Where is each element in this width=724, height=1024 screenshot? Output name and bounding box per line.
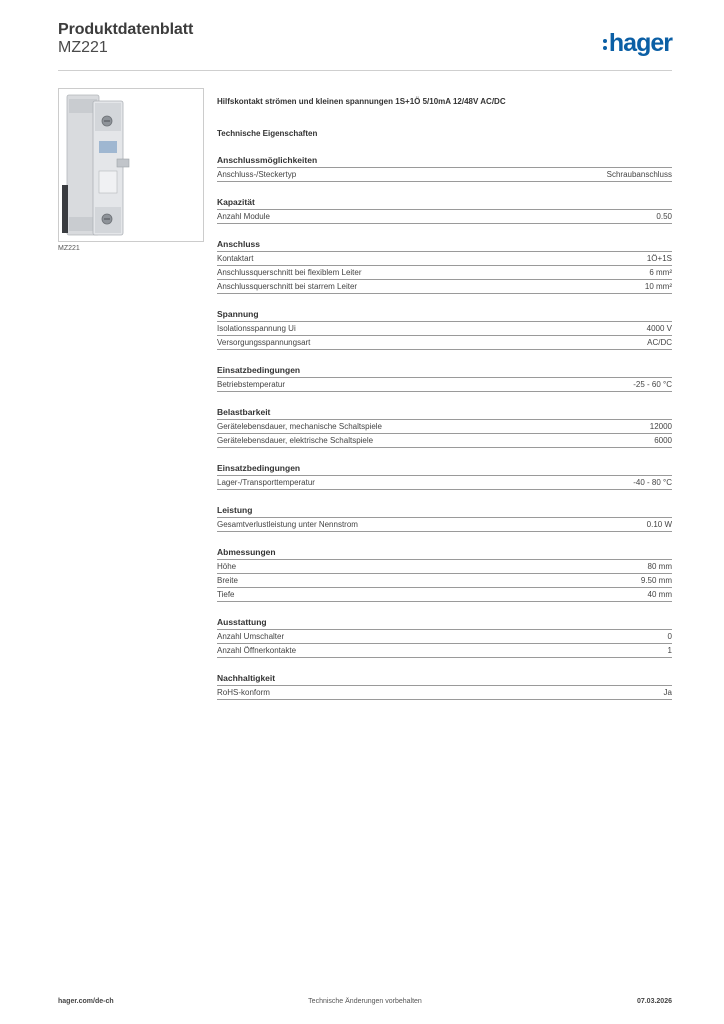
spec-value: -40 - 80 °C [633, 478, 672, 487]
spec-value: 0 [667, 632, 672, 641]
spec-section [217, 154, 672, 182]
spec-value: 6000 [654, 436, 672, 445]
document-title: Produktdatenblatt [58, 21, 194, 38]
spec-row [217, 210, 672, 224]
footer-disclaimer: Technische Änderungen vorbehalten [308, 998, 422, 1005]
spec-value: 10 mm² [644, 282, 672, 291]
section-title: Anschlussmöglichkeiten [217, 154, 672, 168]
spec-label: Anschlussquerschnitt bei starrem Leiter [217, 282, 358, 291]
product-description: Hilfskontakt strömen und kleinen spannungen 1S+1Ö 5/10mA 12/48V AC/DC [217, 97, 506, 106]
spec-row [217, 252, 672, 266]
spec-value: 0.10 W [646, 520, 672, 529]
spec-row [217, 644, 672, 658]
spec-row [217, 322, 672, 336]
spec-row [217, 336, 672, 350]
spec-label: Betriebstemperatur [217, 380, 286, 389]
spec-label: Breite [217, 576, 238, 585]
footer-website-link[interactable]: hager.com/de-ch [58, 998, 114, 1005]
spec-label: Tiefe [217, 590, 235, 599]
spec-label: Gerätelebensdauer, elektrische Schaltspiele [217, 436, 374, 445]
spec-row [217, 420, 672, 434]
section-title: Spannung [217, 308, 672, 322]
spec-section [217, 462, 672, 490]
section-title: Einsatzbedingungen [217, 364, 672, 378]
section-title: Kapazität [217, 196, 672, 210]
spec-label: Gesamtverlustleistung unter Nennstrom [217, 520, 358, 529]
spec-value: 6 mm² [649, 268, 672, 277]
specification-sections [217, 154, 672, 700]
page-header [58, 20, 672, 71]
spec-label: Lager-/Transporttemperatur [217, 478, 315, 487]
logo-dots-icon [603, 38, 607, 52]
spec-row [217, 630, 672, 644]
spec-label: Kontaktart [217, 254, 254, 263]
section-title: Leistung [217, 504, 672, 518]
spec-label: RoHS-konform [217, 688, 270, 697]
spec-section [217, 196, 672, 224]
spec-section [217, 238, 672, 294]
section-title: Einsatzbedingungen [217, 462, 672, 476]
spec-section [217, 406, 672, 448]
spec-value: 9.50 mm [640, 576, 672, 585]
spec-label: Anzahl Öffnerkontakte [217, 646, 297, 655]
footer-date: 07.03.2026 [636, 998, 672, 1005]
spec-row [217, 280, 672, 294]
spec-label: Anzahl Module [217, 212, 270, 221]
spec-row [217, 168, 672, 182]
spec-value: 1 [667, 646, 672, 655]
spec-row [217, 266, 672, 280]
section-title: Nachhaltigkeit [217, 672, 672, 686]
spec-row [217, 588, 672, 602]
spec-label: Anzahl Umschalter [217, 632, 285, 641]
technical-properties-heading: Technische Eigenschaften [217, 129, 318, 138]
spec-value: 1Ö+1S [646, 254, 672, 263]
spec-section [217, 672, 672, 700]
spec-row [217, 434, 672, 448]
spec-value: AC/DC [647, 338, 672, 347]
logo-text: hager [608, 29, 672, 57]
spec-section [217, 504, 672, 532]
document-subtitle: MZ221 [58, 39, 108, 56]
specifications-content [217, 96, 672, 700]
section-title: Anschluss [217, 238, 672, 252]
spec-value: 4000 V [646, 324, 672, 333]
spec-label: Anschlussquerschnitt bei flexiblem Leiter [217, 268, 362, 277]
spec-value: Schraubanschluss [606, 170, 672, 179]
product-image [58, 88, 204, 242]
spec-section [217, 364, 672, 392]
spec-label: Anschluss-/Steckertyp [217, 170, 297, 179]
spec-row [217, 574, 672, 588]
spec-row [217, 686, 672, 700]
spec-value: Ja [663, 688, 672, 697]
image-caption: MZ221 [58, 245, 80, 252]
spec-label: Versorgungsspannungsart [217, 338, 311, 347]
spec-section [217, 308, 672, 350]
section-title: Belastbarkeit [217, 406, 672, 420]
section-title: Ausstattung [217, 616, 672, 630]
spec-value: 40 mm [647, 590, 672, 599]
section-title: Abmessungen [217, 546, 672, 560]
spec-row [217, 476, 672, 490]
spec-row [217, 518, 672, 532]
spec-row [217, 560, 672, 574]
spec-row [217, 378, 672, 392]
hager-logo[interactable] [603, 28, 672, 58]
spec-section [217, 546, 672, 602]
spec-value: -25 - 60 °C [633, 380, 672, 389]
spec-section [217, 616, 672, 658]
spec-value: 12000 [649, 422, 672, 431]
spec-label: Höhe [217, 562, 237, 571]
circuit-breaker-auxiliary-contact-image [59, 89, 203, 241]
spec-value: 0.50 [656, 212, 672, 221]
spec-value: 80 mm [647, 562, 672, 571]
spec-label: Isolationsspannung Ui [217, 324, 296, 333]
spec-label: Gerätelebensdauer, mechanische Schaltspiele [217, 422, 382, 431]
